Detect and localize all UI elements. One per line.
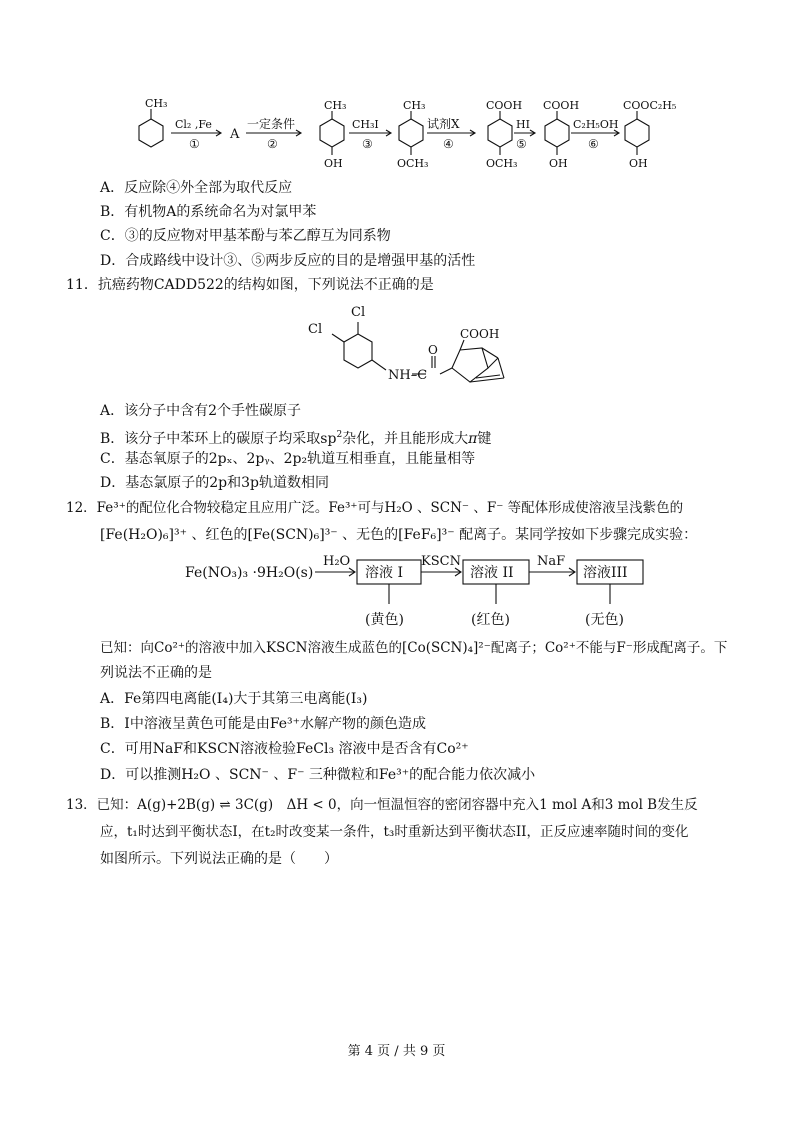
carbonyl-o: O — [428, 343, 438, 357]
q12-flow-diagram — [185, 548, 655, 634]
q11-option-c: C．基态氧原子的2pₓ、2pᵧ、2p₂轨道互相垂直，且能量相等 — [100, 451, 476, 467]
step4-reagent: 试剂X — [427, 117, 460, 131]
step2-reagent: 一定条件 — [247, 117, 296, 131]
q10-option-c: C．③的反应物对甲基苯酚与苯乙醇互为同系物 — [100, 228, 391, 244]
step3-number: ③ — [362, 137, 373, 151]
q10-option-d: D．合成路线中设计③、⑤两步反应的目的是增强甲基的活性 — [100, 253, 476, 269]
q12-option-d: D．可以推测H₂O 、SCN⁻ 、F⁻ 三种微粒和Fe³⁺的配合能力依次减小 — [100, 767, 536, 783]
cadd522-structure — [300, 298, 530, 394]
ester-cooc2h5: COOC₂H₅ — [623, 99, 677, 112]
q11-b-post: 键 — [477, 431, 492, 447]
q11-b-pi: π — [468, 431, 478, 447]
hydroxybenzoic-oh: OH — [549, 157, 568, 170]
q13-stem-line1: 13．已知：A(g)+2B(g) ⇌ 3C(g) ΔH < 0，向一恒温恒容的密闭容器中充入1 mol A和3 mol B发生反 — [66, 797, 698, 813]
q12-option-a: A．Fe第四电离能(I₄)大于其第三电离能(I₃) — [100, 691, 368, 707]
cresol-oh: OH — [324, 157, 343, 170]
step1-number: ① — [189, 137, 200, 151]
step5-reagent: HI — [516, 118, 530, 131]
anisole-och3: OCH₃ — [397, 157, 429, 170]
flow-color-red: (红色) — [471, 612, 510, 628]
q13-stem-line2: 应，t₁时达到平衡状态I，在t₂时改变某一条件，t₃时重新达到平衡状态II，正反应速率随时间的变化 — [100, 824, 689, 840]
q13-stem-line3: 如图所示。下列说法正确的是（ ） — [100, 851, 338, 867]
anisic-cooh: COOH — [486, 99, 523, 112]
flow-start-compound: Fe(NO₃)₃ ·9H₂O(s) — [185, 565, 314, 581]
step3-reagent: CH₃I — [352, 118, 379, 131]
q12-stem-line2: [Fe(H₂O)₆]³⁺ 、红色的[Fe(SCN)₆]³⁻ 、无色的[FeF₆]³⁻ 配离子。某同学按如下步骤完成实验： — [100, 527, 698, 543]
synthesis-scheme — [125, 95, 705, 177]
anisic-och3: OCH₃ — [486, 157, 518, 170]
step6-reagent: C₂H₅OH — [573, 118, 619, 131]
flow-color-colorless: (无色) — [585, 612, 624, 628]
q11-b-pre: B．该分子中苯环上的碳原子均采取sp — [100, 431, 337, 447]
step5-number: ⑤ — [516, 137, 527, 151]
ester-oh: OH — [629, 157, 648, 170]
q10-option-a: A．反应除④外全部为取代反应 — [100, 180, 293, 196]
q12-known-line1: 已知：向Co²⁺的溶液中加入KSCN溶液生成蓝色的[Co(SCN)₄]²⁻配离子；Co²⁺不能与F⁻形成配离子。下 — [100, 640, 728, 656]
q12-option-b: B．I中溶液呈黄色可能是由Fe³⁺水解产物的颜色造成 — [100, 716, 427, 732]
toluene-ch3: CH₃ — [145, 97, 168, 110]
flow-solution-3: 溶液III — [583, 565, 628, 581]
q11-option-a: A．该分子中含有2个手性碳原子 — [100, 403, 302, 419]
q11-b-sup: 2 — [336, 430, 343, 440]
step2-number: ② — [267, 137, 278, 151]
q12-known-line2: 列说法不正确的是 — [100, 665, 212, 681]
cresol-ch3: CH₃ — [324, 99, 347, 112]
flow-h2o: H₂O — [323, 554, 351, 569]
q11-b-mid: 杂化，并且能形成大 — [342, 431, 469, 447]
flow-solution-1: 溶液 I — [365, 565, 403, 581]
flow-naf: NaF — [537, 554, 566, 569]
anisole-ch3: CH₃ — [403, 99, 426, 112]
cl-left: Cl — [308, 322, 323, 337]
page-footer: 第 4 页 / 共 9 页 — [347, 1044, 446, 1059]
step1-reagent: Cl₂ ,Fe — [175, 118, 212, 131]
q11-option-b — [100, 425, 491, 449]
hydroxybenzoic-cooh: COOH — [543, 99, 580, 112]
compound-a-label: A — [230, 127, 240, 142]
flow-color-yellow: (黄色) — [365, 612, 404, 628]
q12-stem-line1: 12．Fe³⁺的配位化合物较稳定且应用广泛。Fe³⁺可与H₂O 、SCN⁻ 、F⁻ 等配体形成使溶液呈浅紫色的 — [66, 500, 684, 516]
q10-option-b: B．有机物A的系统命名为对氯甲苯 — [100, 204, 317, 220]
cl-top: Cl — [351, 305, 366, 320]
flow-kscn: KSCN — [421, 554, 461, 569]
q11-stem: 11．抗癌药物CADD522的结构如图，下列说法不正确的是 — [66, 277, 434, 293]
q12-option-c: C．可用NaF和KSCN溶液检验FeCl₃ 溶液中是否含有Co²⁺ — [100, 741, 469, 757]
flow-solution-2: 溶液 II — [470, 565, 514, 581]
struct-cooh: COOH — [460, 327, 500, 341]
step4-number: ④ — [443, 137, 454, 151]
nh-c-label: NH–C — [388, 368, 428, 383]
q11-option-d: D．基态氯原子的2p和3p轨道数相同 — [100, 475, 329, 491]
step6-number: ⑥ — [588, 137, 599, 151]
